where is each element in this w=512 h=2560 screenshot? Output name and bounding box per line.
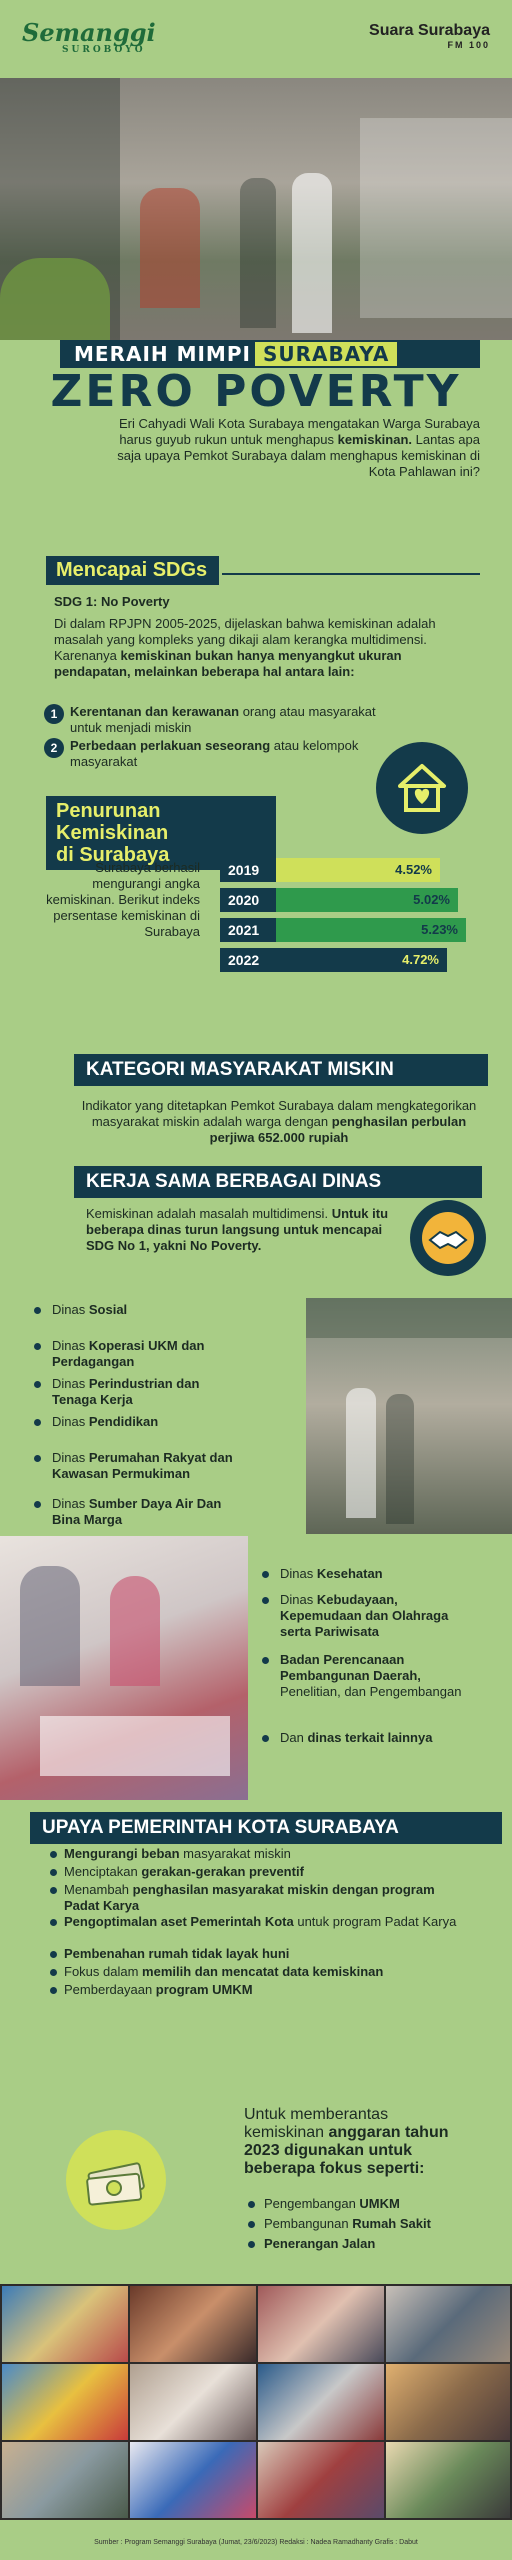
dinas-left-item-5-bold: Perumahan Rakyat dan Kawasan Permukiman (52, 1450, 233, 1481)
collage-photo-11 (258, 2442, 384, 2518)
anggaran-item-2-bold: Rumah Sakit (352, 2216, 431, 2231)
upaya-item-5 (64, 1946, 464, 1962)
upaya-item-2-bullet (50, 1869, 57, 1876)
field-visit-photo (306, 1298, 512, 1534)
bar-value-label: 5.23% (421, 922, 458, 937)
sdg-subheading: SDG 1: No Poverty (54, 594, 170, 609)
dinas-left-item-1 (52, 1302, 242, 1318)
upaya-item-2-rest: Menciptakan (64, 1864, 142, 1879)
dinas-right-item-1 (280, 1566, 480, 1582)
upaya-item-1-rest: masyarakat miskin (179, 1846, 291, 1861)
anggaran-item-2-pre: Pembangunan (264, 2216, 353, 2231)
kerja-intro (86, 1206, 406, 1254)
sdg-heading: Mencapai SDGs (46, 556, 219, 585)
dinas-right-item-1-pre: Dinas (280, 1566, 317, 1581)
title-line1-a: MERAIH MIMPI (74, 342, 251, 366)
dinas-left-item-2-pre: Dinas (52, 1338, 89, 1353)
dinas-left-item-2-bold: Koperasi UKM dan Perdagangan (52, 1338, 205, 1369)
dinas-right-item-2-bullet (262, 1597, 269, 1604)
kategori-heading: KATEGORI MASYARAKAT MISKIN (74, 1054, 488, 1086)
upaya-item-4-rest: untuk program Padat Karya (293, 1914, 457, 1929)
dinas-right-item-3-post: Penelitian, dan Pengembangan (280, 1684, 462, 1699)
collage-photo-10 (130, 2442, 256, 2518)
collage-photo-6 (130, 2364, 256, 2440)
suara-surabaya-logo-text: Suara Surabaya (369, 22, 490, 39)
dinas-left-item-1-pre: Dinas (52, 1302, 89, 1317)
dinas-left-item-3-bold: Perindustrian dan Tenaga Kerja (52, 1376, 200, 1407)
penurunan-heading-2: di Surabaya (56, 844, 170, 866)
upaya-item-7-rest: Pemberdayaan (64, 1982, 156, 1997)
anggaran-item-3 (264, 2236, 474, 2252)
upaya-heading: UPAYA PEMERINTAH KOTA SURABAYA (30, 1812, 502, 1844)
dinas-left-item-6-bullet (34, 1501, 41, 1508)
kategori-text-a: Indikator yang ditetapkan Pemkot Surabaya dalam mengkategorikan masyarakat miskin adalah warga dengan (81, 1098, 477, 1129)
bar-2021 (276, 918, 466, 942)
upaya-item-7-bullet (50, 1987, 57, 1994)
bar-2019 (276, 858, 440, 882)
dinas-right-item-3-bullet (262, 1657, 269, 1664)
dinas-left-item-6 (52, 1496, 242, 1528)
dinas-left-item-4-bullet (34, 1419, 41, 1426)
upaya-item-4-bold: Pengoptimalan aset Pemerintah Kota (64, 1914, 294, 1929)
semanggi-logo-sub: SUROBOYO (62, 45, 146, 55)
penurunan-desc: Surabaya berhasil mengurangi angka kemiskinan. Berikut indeks persentase kemiskinan di Surabaya (46, 860, 200, 939)
intro-p1-rest: Lantas apa saja upaya Pemkot Surabaya dalam menghapus kemiskinan di Kota Pahlawan ini? (117, 432, 480, 479)
upaya-item-1-bullet (50, 1851, 57, 1858)
anggaran-item-1-bold: UMKM (359, 2196, 400, 2211)
anggaran-item-1 (264, 2196, 474, 2212)
bar-value-label: 4.52% (395, 862, 432, 877)
bar-2020 (276, 888, 458, 912)
collage-photo-1 (2, 2286, 128, 2362)
dinas-right-item-2-bold: Kebudayaan, Kepemudaan dan Olahraga serta Pariwisata (280, 1592, 449, 1639)
upaya-item-1 (64, 1846, 464, 1862)
collage-photo-7 (258, 2364, 384, 2440)
bar-value-label: 5.02% (413, 892, 450, 907)
bar-row-2019 (220, 858, 480, 882)
bar-year-label: 2022 (220, 948, 276, 972)
collage-photo-9 (2, 2442, 128, 2518)
dinas-right-item-4-pre: Dan (280, 1730, 308, 1745)
upaya-item-6-rest: Fokus dalam (64, 1964, 143, 1979)
dinas-right-item-4-bold: dinas terkait lainnya (307, 1730, 433, 1745)
dinas-right-item-2 (280, 1592, 480, 1640)
dinas-left-item-3 (52, 1376, 242, 1408)
upaya-item-3-bold2: penghasilan masyarakat miskin dengan program Padat Karya (64, 1882, 435, 1913)
anggaran-item-1-pre: Pengembangan (264, 2196, 360, 2211)
collage-photo-8 (386, 2364, 510, 2440)
sdg-item-1-rest: orang atau masyarakat untuk menjadi miskin (70, 704, 376, 735)
kerja-heading: KERJA SAMA BERBAGAI DINAS (74, 1166, 482, 1198)
sdg-item-2-bold: Perbedaan perlakuan seseorang (70, 738, 271, 753)
bar-year-label: 2021 (220, 918, 276, 942)
poverty-bar-chart (220, 858, 480, 978)
collage-photo-4 (386, 2286, 510, 2362)
anggaran-item-3-bold: Penerangan Jalan (264, 2236, 376, 2251)
dinas-right-item-3 (280, 1652, 480, 1700)
dinas-left-item-6-pre: Dinas (52, 1496, 89, 1511)
dinas-right-item-3-bold: Badan Perencanaan Pembangunan Daerah, (280, 1652, 421, 1683)
anggaran-item-1-bullet (248, 2201, 255, 2208)
suara-surabaya-logo (369, 22, 490, 50)
sdg-item-2-rest: atau kelompok masyarakat (70, 738, 359, 769)
dinas-left-item-6-bold: Sumber Daya Air Dan Bina Marga (52, 1496, 222, 1527)
house-heart-icon (376, 742, 468, 834)
dinas-left-item-4-bold: Pendidikan (88, 1414, 159, 1429)
collage-photo-2 (130, 2286, 256, 2362)
bar-row-2020 (220, 888, 480, 912)
dinas-left-item-2 (52, 1338, 242, 1370)
bar-value-label: 4.72% (402, 952, 439, 967)
upaya-item-6-bullet (50, 1969, 57, 1976)
kerja-intro-b: Untuk itu beberapa dinas turun langsung untuk mencapai SDG No 1, yakni No Poverty. (86, 1206, 389, 1253)
dinas-left-item-5-pre: Dinas (52, 1450, 89, 1465)
kerja-intro-a: Kemiskinan adalah masalah multidimensi. (86, 1206, 329, 1221)
anggaran-item-3-bullet (248, 2241, 255, 2248)
bar-year-label: 2020 (220, 888, 276, 912)
title-band (60, 340, 480, 368)
sdg-item-1-number: 1 (44, 704, 64, 724)
upaya-item-4 (64, 1914, 464, 1930)
penurunan-heading-1: Penurunan Kemiskinan (56, 800, 169, 844)
upaya-item-3-rest: Menambah (64, 1882, 133, 1897)
bar-2022 (276, 948, 447, 972)
upaya-item-3 (64, 1882, 464, 1914)
page-title: ZERO POVERTY (50, 366, 462, 417)
anggaran-item-2 (264, 2216, 474, 2232)
upaya-item-6 (64, 1964, 464, 1980)
upaya-item-5-bold: Pembenahan rumah tidak layak huni (64, 1946, 290, 1961)
intro-p1: Eri Cahyadi Wali Kota Surabaya mengatakan Warga Surabaya harus guyub rukun untuk menghapus (118, 416, 480, 447)
bar-row-2021 (220, 918, 480, 942)
dinas-right-item-4-bullet (262, 1735, 269, 1742)
dinas-left-item-3-bullet (34, 1381, 41, 1388)
upaya-item-7-bold2: program UMKM (155, 1982, 253, 1997)
suara-surabaya-fm: FM 100 (447, 40, 490, 50)
upaya-item-3-bullet (50, 1887, 57, 1894)
collage-photo-12 (386, 2442, 510, 2518)
kategori-text-b: penghasilan perbulan perjiwa 652.000 rupiah (209, 1114, 467, 1145)
bar-row-2022 (220, 948, 480, 972)
dinas-right-item-2-pre: Dinas (280, 1592, 317, 1607)
anggaran-text-a: Untuk memberantas kemiskinan (244, 2106, 389, 2141)
semanggi-logo-text: Semanggi (22, 18, 156, 47)
footer-credits: Sumber : Program Semanggi Surabaya (Jumat, 23/6/2023) Redaksi : Nadea Ramadhanty Grafis : Dabut (0, 2528, 512, 2560)
bar-year-label: 2019 (220, 858, 276, 882)
sdg-para-b: kemiskinan bukan hanya menyangkut ukuran pendapatan, melainkan beberapa hal antara lain: (54, 648, 402, 679)
dinas-left-item-5 (52, 1450, 242, 1482)
upaya-item-2-bold2: gerakan-gerakan preventif (141, 1864, 304, 1879)
sdg-divider (222, 573, 480, 575)
dinas-right-item-1-bold: Kesehatan (316, 1566, 383, 1581)
upaya-item-4-bullet (50, 1919, 57, 1926)
sdg-item-2-number: 2 (44, 738, 64, 758)
upaya-item-2 (64, 1864, 464, 1880)
sdg-para-a: Di dalam RPJPN 2005-2025, dijelaskan bahwa kemiskinan adalah masalah yang kompleks yang dikaji alam kerangka multidimensi. Karenanya (54, 616, 436, 663)
dinas-left-item-2-bullet (34, 1343, 41, 1350)
dinas-left-item-4 (52, 1414, 242, 1430)
hero-photo (0, 78, 512, 340)
sdg-item-1 (70, 704, 400, 736)
intro-text (100, 416, 480, 480)
dinas-right-item-1-bullet (262, 1571, 269, 1578)
collage-photo-5 (2, 2364, 128, 2440)
anggaran-item-2-bullet (248, 2221, 255, 2228)
money-icon (66, 2130, 166, 2230)
health-service-photo (0, 1536, 248, 1800)
semanggi-logo (22, 18, 156, 55)
upaya-item-1-bold: Mengurangi beban (64, 1846, 180, 1861)
sdg-item-2 (70, 738, 400, 770)
dinas-left-item-1-bullet (34, 1307, 41, 1314)
collage-photo-3 (258, 2286, 384, 2362)
dinas-left-item-1-bold: Sosial (88, 1302, 128, 1317)
kategori-text (74, 1098, 484, 1146)
dinas-left-item-5-bullet (34, 1455, 41, 1462)
handshake-icon (410, 1200, 486, 1276)
dinas-left-item-4-pre: Dinas (52, 1414, 89, 1429)
upaya-item-7 (64, 1982, 464, 1998)
intro-p1-bold: kemiskinan. (337, 432, 413, 447)
anggaran-text (244, 2106, 464, 2178)
dinas-left-item-3-pre: Dinas (52, 1376, 89, 1391)
dinas-right-item-4 (280, 1730, 480, 1746)
upaya-item-6-bold2: memilih dan mencatat data kemiskinan (142, 1964, 384, 1979)
sdg-paragraph (54, 616, 474, 680)
photo-collage (0, 2284, 512, 2520)
title-line1-b: SURABAYA (255, 342, 397, 366)
upaya-item-5-bullet (50, 1951, 57, 1958)
anggaran-text-b: anggaran tahun 2023 digunakan untuk beberapa fokus seperti: (244, 2124, 449, 2177)
sdg-item-1-bold: Kerentanan dan kerawanan (70, 704, 240, 719)
